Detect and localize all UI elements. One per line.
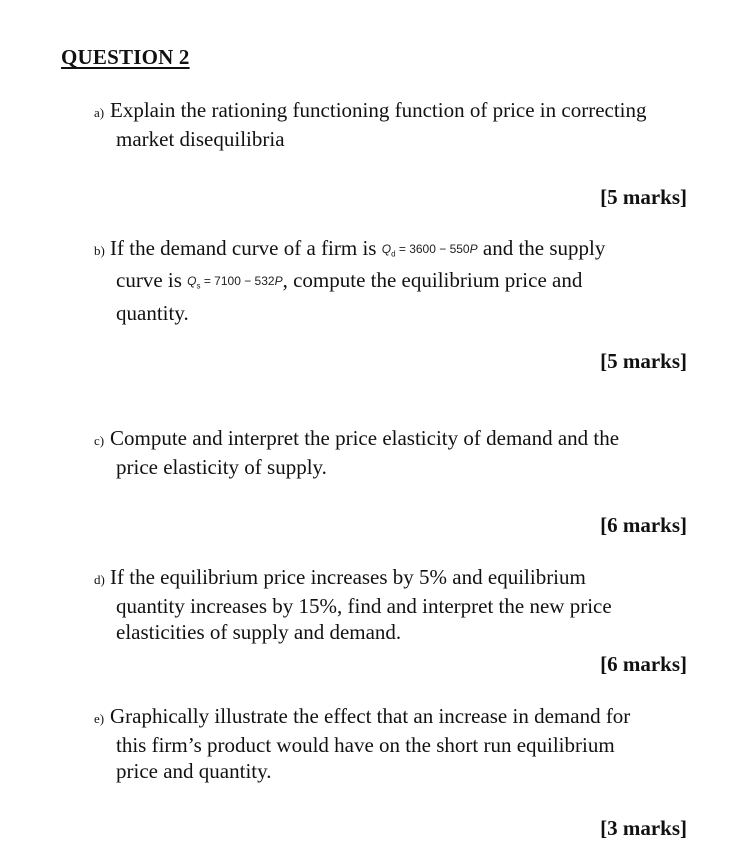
question-heading: QUESTION 2 [61,45,190,69]
question-e-line-3: price and quantity. [116,759,272,783]
question-d-line-3: elasticities of supply and demand. [116,620,402,644]
question-e [94,703,694,784]
question-a-line-1: Explain the rationing functioning function of price in correcting [110,98,647,122]
supply-eq-sub: s [196,281,201,291]
demand-eq-symbol: Q [381,242,392,256]
question-c-marker: c) [94,433,105,448]
supply-equation [187,274,283,291]
question-c [94,425,694,480]
question-b-line-2-post: , compute the equilibrium price and [282,268,583,293]
question-b-line-2 [94,267,694,299]
question-e-marks: [3 marks] [600,816,687,840]
question-c-line-1: Compute and interpret the price elasticity of demand and the [110,426,620,450]
question-b-marks: [5 marks] [600,349,687,373]
question-a [94,97,694,152]
question-c-marks: [6 marks] [600,513,687,537]
question-c-line-2: price elasticity of supply. [116,455,327,479]
question-e-line-2: this firm’s product would have on the short run equilibrium [116,733,615,757]
question-e-line-1: Graphically illustrate the effect that an increase in demand for [110,704,631,728]
supply-eq-rest: = 7100 − 532 [200,274,275,289]
question-a-line-2: market disequilibria [116,127,285,151]
question-d [94,564,694,645]
supply-eq-symbol: Q [187,274,197,289]
question-d-line-1: If the equilibrium price increases by 5% and equilibrium [110,565,586,589]
question-b-line-3: quantity. [116,300,189,325]
question-b-marker: b) [94,243,105,258]
question-d-marks: [6 marks] [600,652,687,676]
question-b-line-1-pre: If the demand curve of a firm is [110,236,382,260]
question-b-line-2-pre: curve is [116,268,188,293]
demand-eq-rest: = 3600 − 550 [395,242,470,256]
demand-equation [381,242,478,259]
question-a-marker: a) [94,105,105,120]
demand-eq-var: P [469,242,478,256]
question-b-line-1-post: and the supply [477,236,606,260]
question-a-marks: [5 marks] [600,185,687,209]
question-d-line-2: quantity increases by 15%, find and interpret the new price [116,594,612,618]
question-e-marker: e) [94,711,105,726]
supply-eq-var: P [274,274,283,289]
question-b [94,235,694,326]
question-d-marker: d) [94,572,105,587]
demand-eq-sub: d [391,249,396,259]
